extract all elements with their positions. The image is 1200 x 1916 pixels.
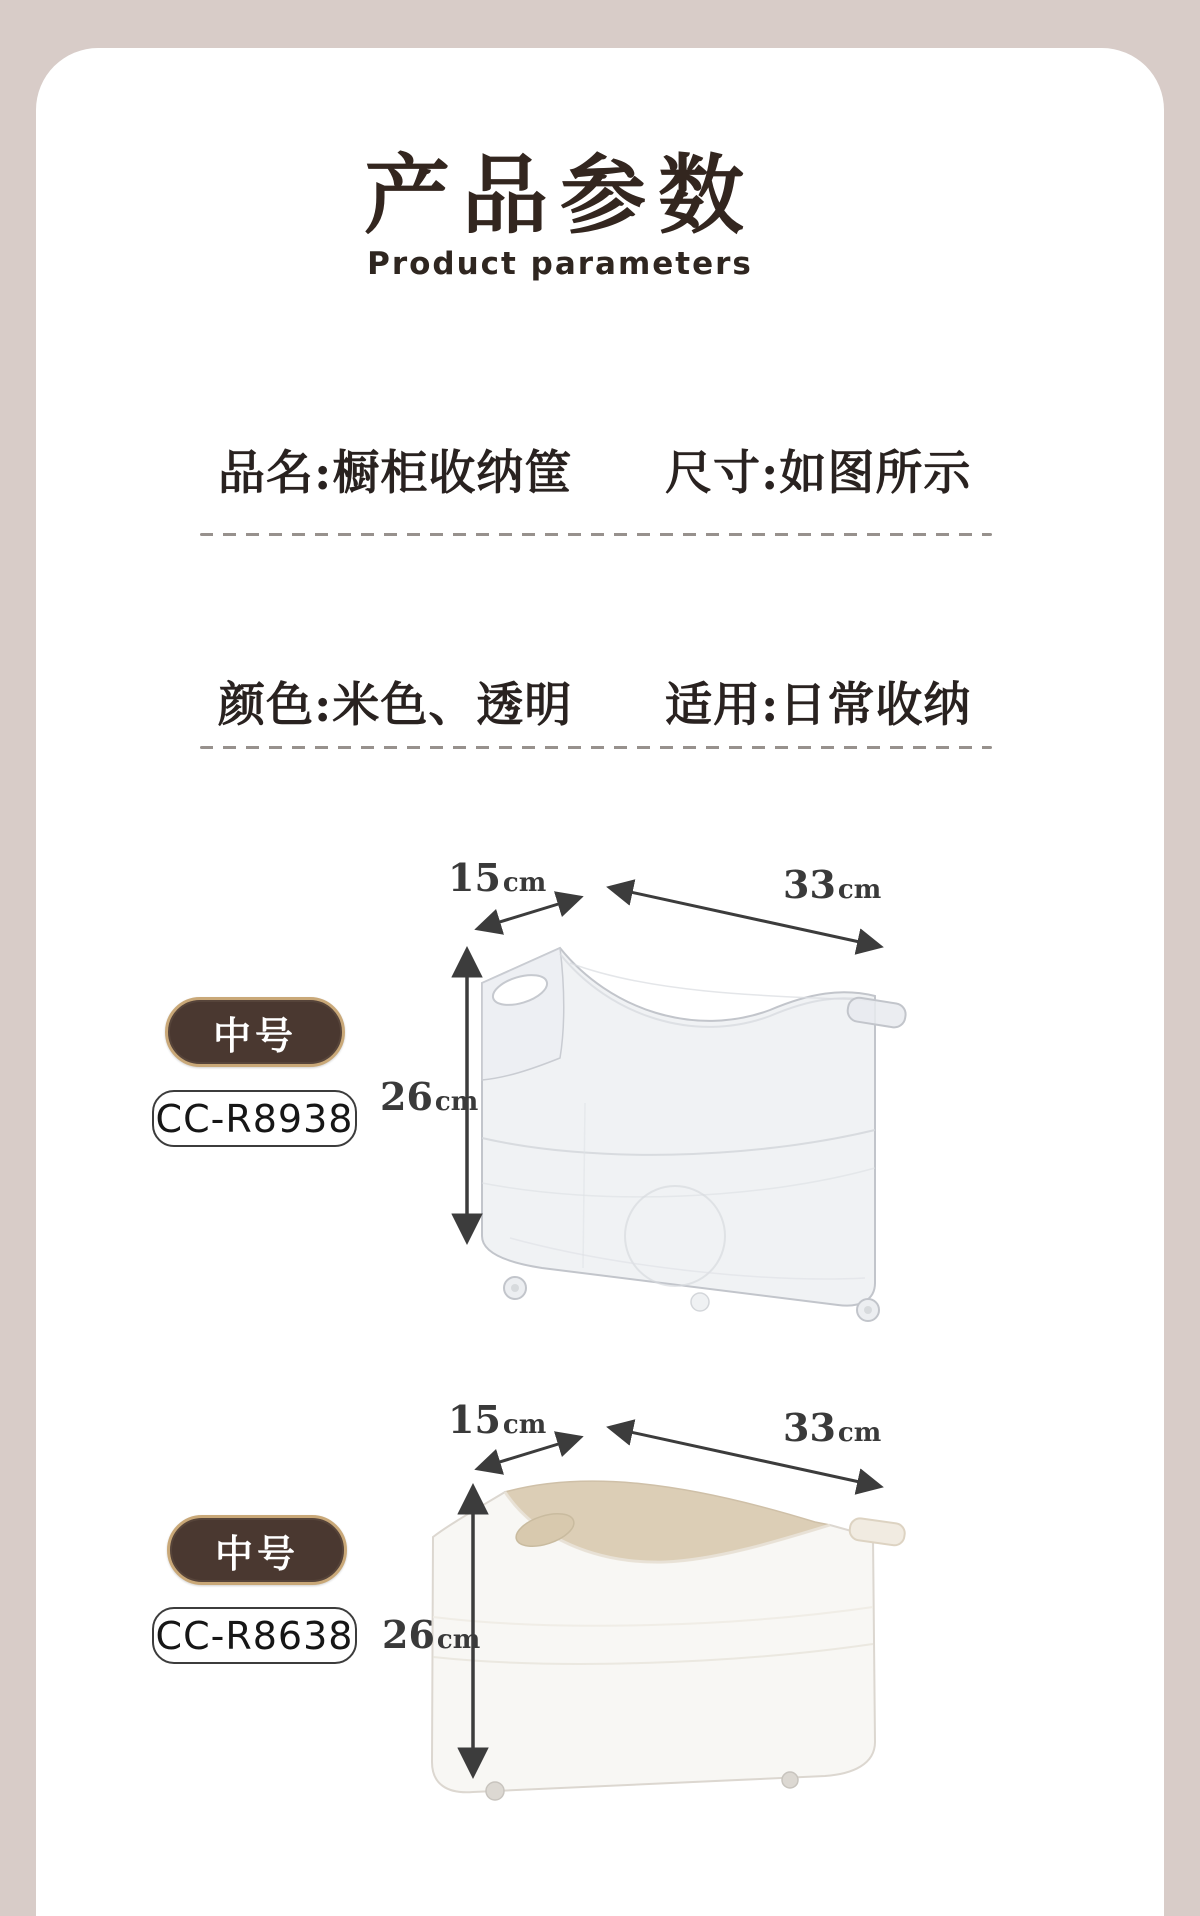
width-value: 33 [783,1405,836,1450]
depth-unit: cm [502,1410,547,1440]
size-badge-product-2 [167,1515,347,1585]
spec-size: 尺寸:如图所示 [665,446,972,501]
width-label-product-1 [783,862,881,907]
spec-usage: 适用:日常收纳 [665,678,972,733]
depth-value: 15 [448,1397,501,1442]
height-label-product-2 [382,1612,480,1657]
width-unit: cm [837,1418,882,1448]
page-subtitle: Product parameters [367,246,753,282]
depth-arrow-icon [480,898,578,928]
model-label: CC-R8938 [155,1096,354,1141]
spec-divider-1 [200,533,992,536]
depth-unit: cm [502,868,547,898]
depth-arrow-icon [480,1438,578,1468]
depth-label-product-1 [448,855,546,900]
model-badge-product-2 [152,1607,357,1664]
model-label: CC-R8638 [155,1613,354,1658]
height-unit: cm [436,1625,481,1655]
height-value: 26 [380,1074,433,1119]
model-badge-product-1 [152,1090,357,1147]
size-badge-label: 中号 [212,1013,297,1058]
width-value: 33 [783,862,836,907]
height-label-product-1 [380,1074,478,1119]
dimension-arrows-product-2 [370,1390,930,1810]
spec-color: 颜色:米色、透明 [218,678,573,733]
width-label-product-2 [783,1405,881,1450]
width-unit: cm [837,875,882,905]
height-unit: cm [434,1087,479,1117]
size-badge-product-1 [165,997,345,1067]
spec-product-name: 品名:橱柜收纳筐 [218,446,573,501]
dimension-arrows-product-1 [370,850,930,1270]
page-title: 产品参数 [364,145,756,246]
size-badge-label: 中号 [214,1531,299,1576]
depth-label-product-2 [448,1397,546,1442]
depth-value: 15 [448,855,501,900]
spec-divider-2 [200,746,992,749]
height-value: 26 [382,1612,435,1657]
